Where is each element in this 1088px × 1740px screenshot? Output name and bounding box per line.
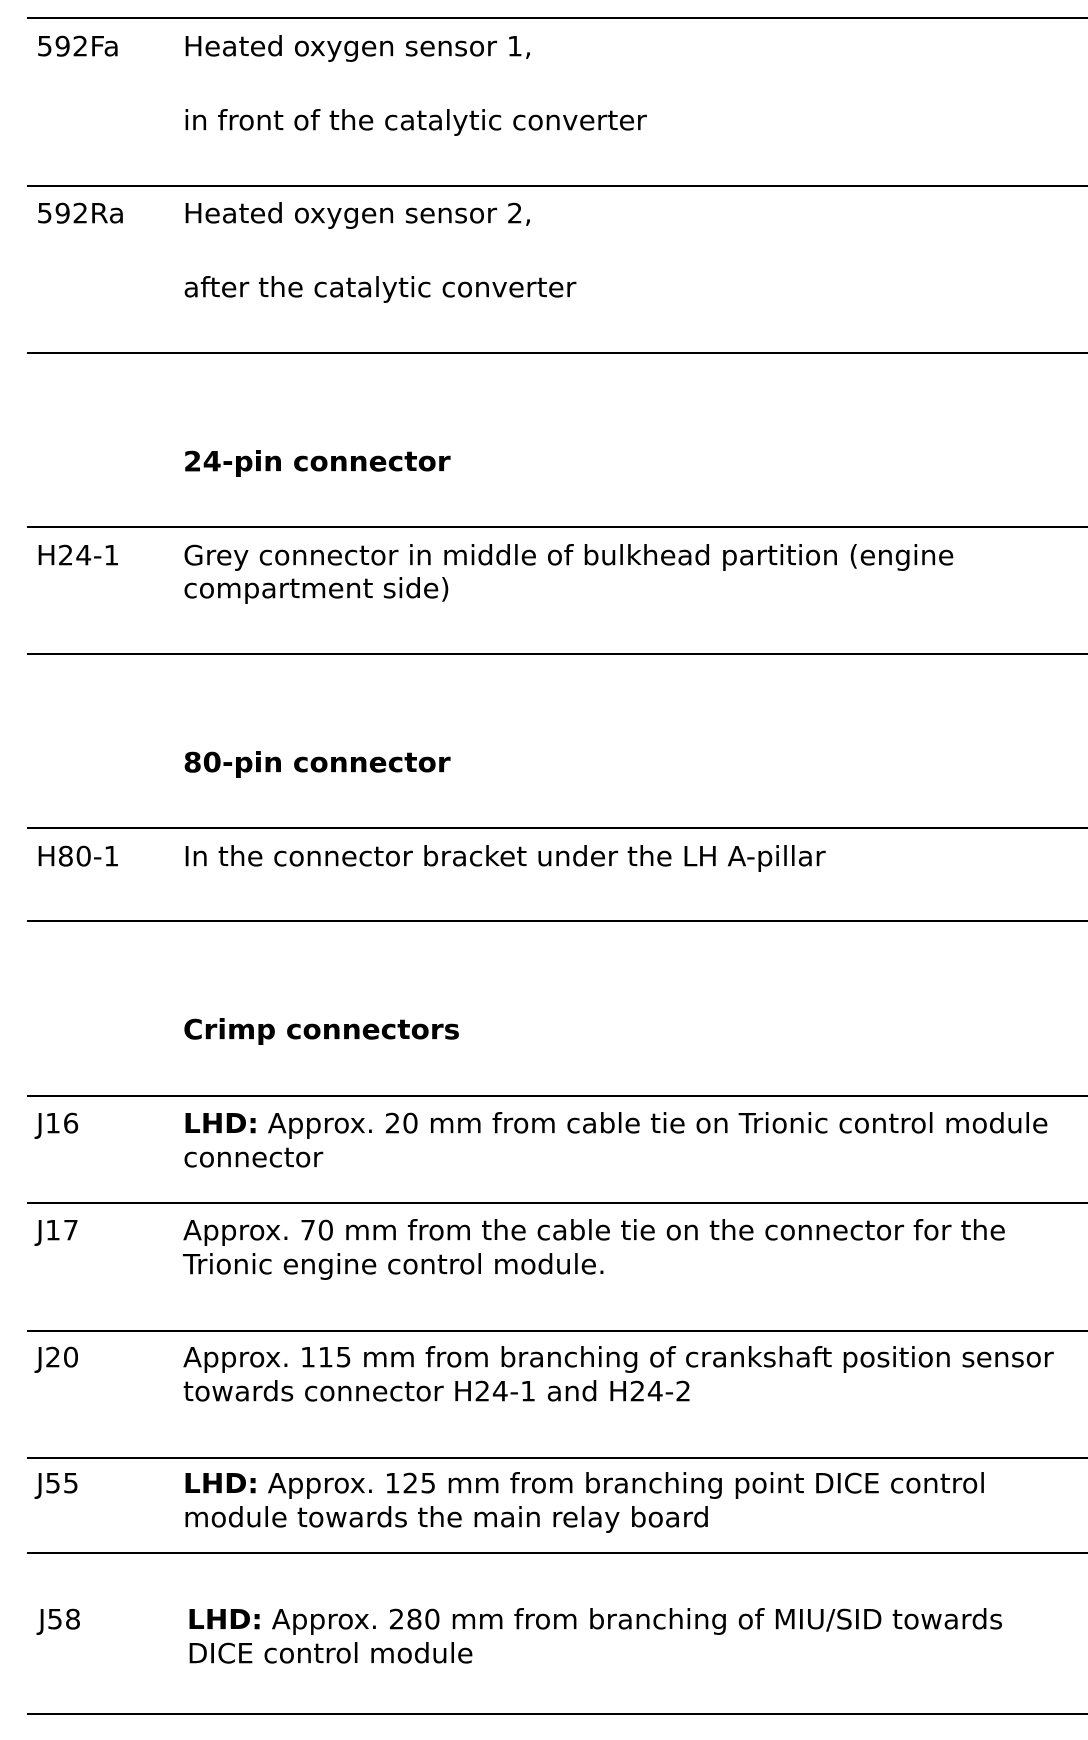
rule-after-h24	[27, 653, 1088, 655]
rule-after-24pin-heading	[27, 526, 1088, 528]
row-code: J17	[36, 1214, 80, 1247]
row-description-line1: LHD: Approx. 280 mm from branching of MIU/SID towards	[187, 1603, 1004, 1636]
row-description-line2: towards connector H24-1 and H24-2	[183, 1375, 693, 1408]
section-heading-80-pin: 80-pin connector	[183, 746, 451, 779]
rule-after-h80	[27, 920, 1088, 922]
row-code: J58	[38, 1603, 82, 1636]
row-description-line1: In the connector bracket under the LH A-pillar	[183, 840, 826, 873]
rule-after-j20	[27, 1457, 1088, 1459]
lhd-label: LHD:	[183, 1107, 259, 1140]
section-heading-24-pin: 24-pin connector	[183, 445, 451, 478]
row-description-line1: Heated oxygen sensor 1,	[183, 30, 533, 63]
row-description-line2: DICE control module	[187, 1637, 474, 1670]
row-code: 592Fa	[36, 30, 121, 63]
row-code: J16	[36, 1107, 80, 1140]
lhd-label: LHD:	[183, 1467, 259, 1500]
row-description-line1: Approx. 115 mm from branching of crankshaft position sensor	[183, 1341, 1054, 1374]
row-description-line1: LHD: Approx. 20 mm from cable tie on Trionic control module	[183, 1107, 1049, 1140]
rule-after-j16	[27, 1202, 1088, 1204]
rule-after-j55	[27, 1552, 1088, 1554]
row-description-line1: Heated oxygen sensor 2,	[183, 197, 533, 230]
row-code: J55	[36, 1467, 80, 1500]
row-description-line2: connector	[183, 1141, 324, 1174]
rule-bottom	[27, 1713, 1088, 1715]
rule-top	[27, 17, 1088, 19]
rule-after-592fa	[27, 185, 1088, 187]
row-description-line2: Trionic engine control module.	[183, 1248, 607, 1281]
row-description-line1: Approx. 70 mm from the cable tie on the connector for the	[183, 1214, 1007, 1247]
row-description-line1: Grey connector in middle of bulkhead partition (engine	[183, 539, 955, 572]
row-description-line1: LHD: Approx. 125 mm from branching point DICE control	[183, 1467, 987, 1500]
row-code: J20	[36, 1341, 80, 1374]
row-code: H24-1	[36, 539, 121, 572]
row-description-line2: after the catalytic converter	[183, 271, 577, 304]
row-description-line2: module towards the main relay board	[183, 1501, 711, 1534]
rule-after-j17	[27, 1330, 1088, 1332]
row-code: 592Ra	[36, 197, 126, 230]
rule-after-592ra	[27, 352, 1088, 354]
rule-after-80pin-heading	[27, 827, 1088, 829]
section-heading-crimp: Crimp connectors	[183, 1013, 461, 1046]
rule-after-crimp-heading	[27, 1095, 1088, 1097]
row-code: H80-1	[36, 840, 121, 873]
row-description-line2: compartment side)	[183, 572, 451, 605]
lhd-label: LHD:	[187, 1603, 263, 1636]
row-description-line2: in front of the catalytic converter	[183, 104, 648, 137]
